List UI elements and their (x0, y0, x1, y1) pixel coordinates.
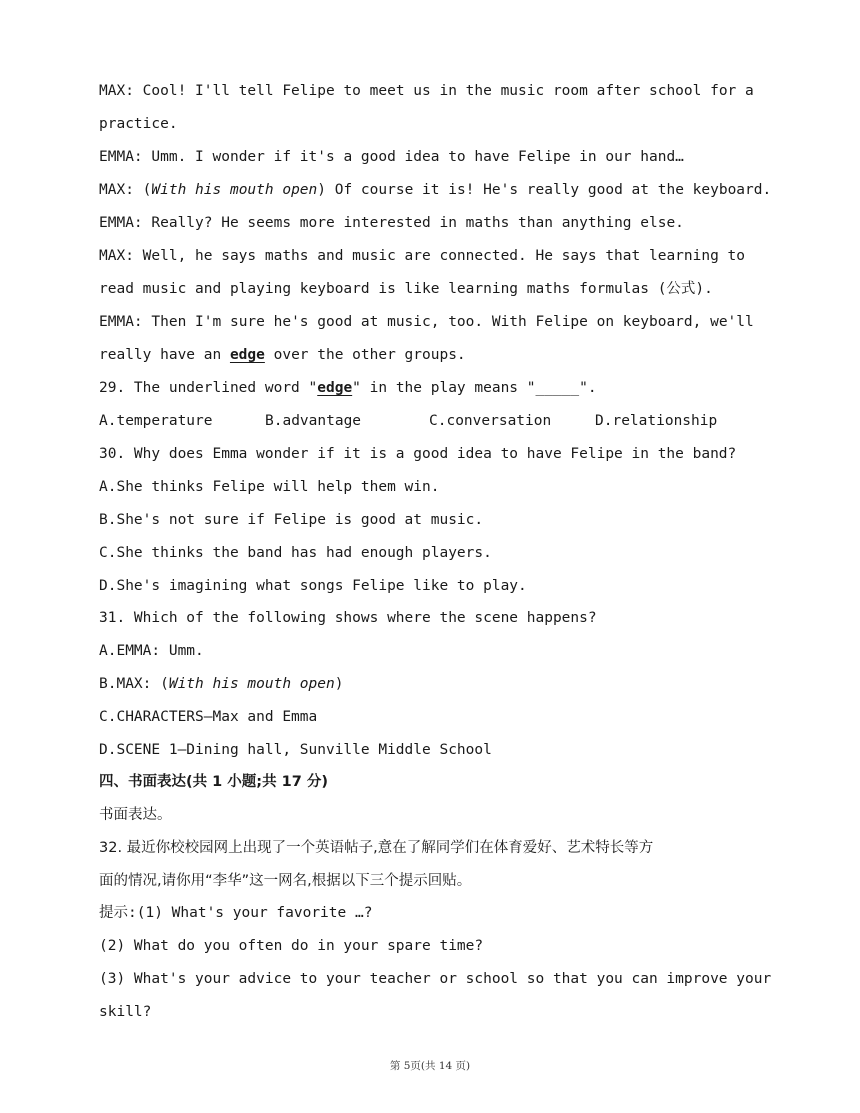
question-29-options (99, 409, 820, 433)
dialogue-line-8 (99, 310, 820, 334)
dialogue-text: Of course it is! He's really good at the keyboard. (326, 182, 772, 198)
section-heading: 四、书面表达(共 1 小题;共 17 分) (99, 774, 329, 790)
question-30-stem: 30. Why does Emma wonder if it is a good idea to have Felipe in the band? (99, 446, 737, 462)
hint-1: 提示:(1) What's your favorite …? (99, 905, 373, 921)
dialogue-text: Umm. I wonder if it's a good idea to have Felipe in our hand… (151, 149, 684, 165)
option-text: ) (334, 676, 344, 692)
dialogue-line-2 (99, 112, 820, 136)
dialogue-text: Then I'm sure he's good at music, too. With Felipe on keyboard, we'll (151, 314, 754, 330)
question-32-line-1: 32. 最近你校校园网上出现了一个英语帖子,意在了解同学们在体育爱好、艺术特长等方 (99, 840, 654, 856)
dialogue-line-4 (99, 178, 820, 202)
dialogue-line-9 (99, 343, 820, 367)
speaker-emma: EMMA: (99, 215, 152, 231)
dialogue-text: Really? He seems more interested in maths than anything else. (151, 215, 684, 231)
question-29-stem (99, 376, 820, 400)
option-b[interactable] (99, 672, 820, 696)
option-c[interactable]: C.CHARACTERS—Max and Emma (99, 709, 318, 725)
dialogue-text: Cool! I'll tell Felipe to meet us in the music room after school for a (142, 83, 754, 99)
hint-2: (2) What do you often do in your spare time? (99, 938, 484, 954)
dialogue-text: really have an (99, 347, 230, 363)
option-c[interactable]: C.She thinks the band has had enough players. (99, 545, 492, 561)
dialogue-line-6 (99, 244, 820, 268)
section-subheading: 书面表达。 (99, 807, 172, 823)
option-b[interactable]: B.advantage (265, 413, 362, 429)
dialogue-line-5 (99, 211, 820, 235)
option-d[interactable]: D.She's imagining what songs Felipe like to play. (99, 578, 527, 594)
option-a[interactable]: A.temperature (99, 413, 213, 429)
speaker-max: MAX: (99, 248, 143, 264)
question-text: 29. The underlined word " (99, 380, 318, 396)
paren: ( (142, 182, 152, 198)
dialogue-line-7 (99, 277, 820, 301)
dialogue-text: over the other groups. (264, 347, 466, 363)
option-d[interactable]: D.SCENE 1—Dining hall, Sunville Middle School (99, 742, 492, 758)
option-a[interactable]: A.She thinks Felipe will help them win. (99, 479, 440, 495)
speaker-max: MAX: (99, 182, 143, 198)
question-32-line-2: 面的情况,请你用“李华”这一网名,根据以下三个提示回贴。 (99, 873, 472, 889)
option-b[interactable]: B.She's not sure if Felipe is good at music. (99, 512, 484, 528)
option-text: B.MAX: ( (99, 676, 169, 692)
underlined-word: edge (317, 380, 353, 396)
underlined-word: edge (229, 347, 265, 363)
stage-direction: With his mouth open (168, 676, 335, 692)
question-31-stem: 31. Which of the following shows where the scene happens? (99, 610, 597, 626)
hint-3: (3) What's your advice to your teacher or school so that you can improve your (99, 971, 772, 987)
question-text: " in the play means "_____". (352, 380, 597, 396)
option-d[interactable]: D.relationship (595, 413, 718, 429)
speaker-emma: EMMA: (99, 149, 152, 165)
paren: ) (317, 182, 326, 198)
option-c[interactable]: C.conversation (429, 413, 552, 429)
dialogue-text: Well, he says maths and music are connected. He says that learning to (142, 248, 746, 264)
speaker-max: MAX: (99, 83, 143, 99)
option-a[interactable]: A.EMMA: Umm. (99, 643, 204, 659)
dialogue-line-3 (99, 145, 820, 169)
hint-3-continued: skill? (99, 1004, 152, 1020)
dialogue-text: read music and playing keyboard is like learning maths formulas (公式). (99, 281, 713, 297)
page-footer: 第 5页(共 14 页) (389, 1060, 471, 1072)
dialogue-text: practice. (99, 116, 178, 132)
stage-direction: With his mouth open (151, 182, 318, 198)
dialogue-line-1 (99, 79, 820, 103)
speaker-emma: EMMA: (99, 314, 152, 330)
